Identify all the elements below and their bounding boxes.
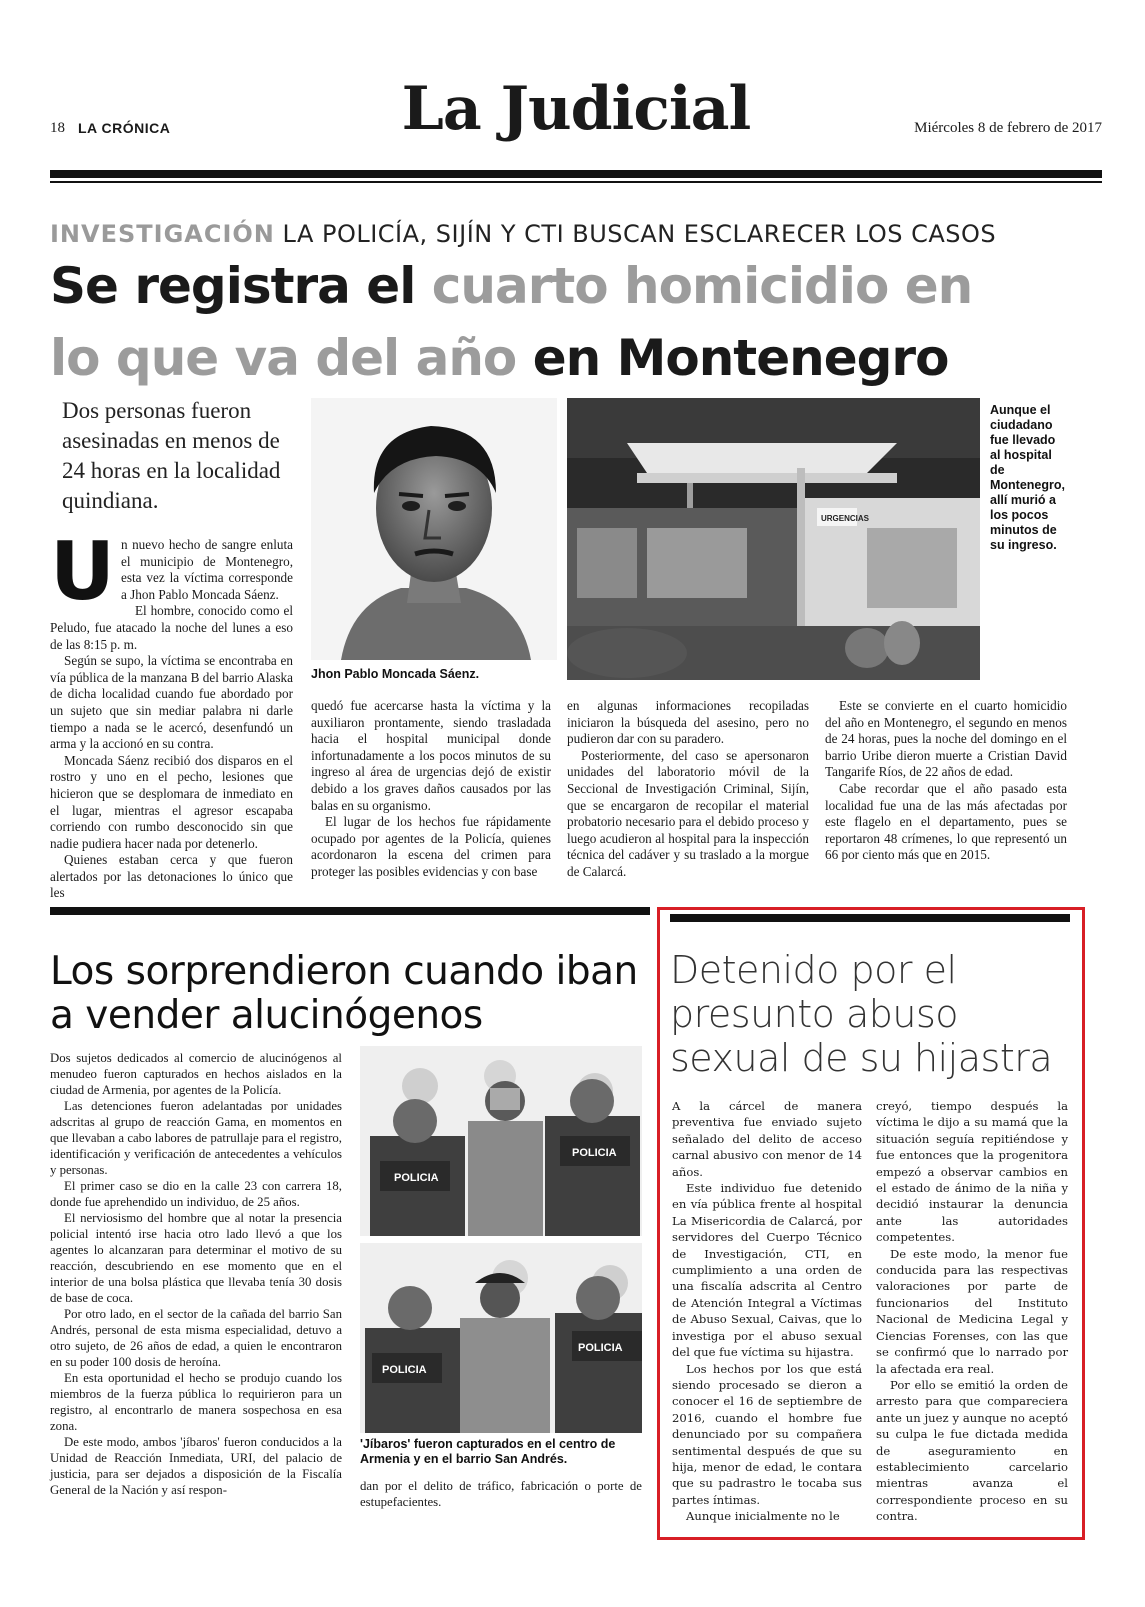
paragraph: Cabe recordar que el año pasado esta localidad fue una de las más afectadas por este flagelo en el departamento, pues se reportaron 48 crímenes, lo que representó un 66 por ciento más que en 2015. xyxy=(825,780,1067,863)
main-column-1 xyxy=(50,525,293,902)
publication-name: LA CRÓNICA xyxy=(78,120,171,136)
portrait-illustration xyxy=(311,398,557,660)
paragraph: en algunas informaciones recopiladas iniciaron la búsqueda del asesino, pero no pudieron dar con su paradero. xyxy=(567,698,809,747)
paragraph: dan por el delito de tráfico, fabricación o porte de estupefacientes. xyxy=(360,1479,642,1509)
main-column-4 xyxy=(825,698,1067,864)
masthead-rule-thin xyxy=(50,181,1102,183)
abuse-column-1 xyxy=(672,1098,862,1525)
paragraph: El lugar de los hechos fue rápidamente ocupado por agentes de la Policía, quienes acordonaron la escena del crimen para proteger las posibles evidencias y con base xyxy=(311,814,551,879)
hospital-caption: Aunque el ciudadano fue llevado al hospital de Montenegro, allí murió a los pocos minutos de su ingreso. xyxy=(990,403,1065,552)
paragraph: Moncada Sáenz recibió dos disparos en el rostro y uno en el pecho, lesiones que hicieron que se desplomara de inmediato en el lugar, mientras el agresor escapaba corriendo con rumbo desconocido sin que nadie pudiera hacer nada por detenerlo. xyxy=(50,752,293,851)
main-column-2 xyxy=(311,698,551,881)
drop-cap: U xyxy=(50,525,115,618)
drugs-headline: Los sorprendieron cuando iban a vender alucinógenos xyxy=(50,949,638,1038)
kicker-text: LA POLICÍA, SIJÍN Y CTI BUSCAN ESCLARECER LOS CASOS xyxy=(282,220,997,248)
hospital-illustration xyxy=(567,398,980,680)
paragraph: El nerviosismo del hombre que al notar la presencia policial intentó irse hacia otro lado llevó a que los agentes lo alcanzaran para determinar el motivo de su reacción, descubriendo en ese momento que en el interior de una bolsa plástica que llevaba tenía 30 dosis de base de coca. xyxy=(50,1211,342,1305)
arrest-illustration-1 xyxy=(360,1046,642,1236)
paragraph: Los hechos por los que está siendo procesado se dieron a conocer el 16 de septiembre de 2016, cuando el hombre fue denunciado por su compañera sentimental después de que su hija, menor de edad, le contara que su padrastro le tocaba sus partes íntimas. xyxy=(672,1361,862,1507)
paragraph: quedó fue acercarse hasta la víctima y la auxiliaron prontamente, siendo trasladada hacia el hospital municipal donde infortunadamente a los pocos minutos de su ingreso al área de urgencias dejó de existir debido a los graves daños causados por las balas en su organismo. xyxy=(311,698,551,813)
paragraph: De este modo, la menor fue conducida para las respectivas valoraciones por parte de funcionarios del Instituto Nacional de Medicina Legal y Ciencias Forenses, con las que se confirmó que lo narrado por la afectada era real. xyxy=(876,1246,1068,1376)
main-headline xyxy=(50,250,1110,394)
publication-date: Miércoles 8 de febrero de 2017 xyxy=(914,120,1102,136)
paragraph: creyó, tiempo después la víctima le dijo a su mamá que la situación seguía repitiéndose y fue entonces que la progenitora empezó a observar cambios en el estado de ánimo de la niña y decidió instaurar la denuncia ante las autoridades competentes. xyxy=(876,1099,1068,1245)
section-title: La Judicial xyxy=(401,74,751,144)
hospital-photo xyxy=(567,398,980,680)
paragraph: n nuevo hecho de sangre enluta el municipio de Montenegro, esta vez la víctima corresponde a Jhon Pablo Moncada Sáenz. xyxy=(120,537,293,602)
paragraph: A la cárcel de manera preventiva fue enviado sujeto señalado del delito de acceso carnal abusivo con menor de 14 años. xyxy=(672,1099,862,1179)
victim-portrait-photo xyxy=(311,398,557,660)
paragraph: Aunque inicialmente no le xyxy=(686,1509,840,1524)
paragraph: De este modo, ambos 'jíbaros' fueron conducidos a la Unidad de Reacción Inmediata, URI, del palacio de justicia, para ser dejados a disposición de la Fiscalía General de la Nación y así respon- xyxy=(50,1435,342,1497)
paragraph: El hombre, conocido como el Peludo, fue atacado la noche del lunes a eso de las 8:15 p. m. xyxy=(50,603,293,652)
kicker-label: INVESTIGACIÓN xyxy=(50,220,275,248)
vest-label: POLICIA xyxy=(394,1172,439,1184)
abuse-column-2 xyxy=(876,1098,1068,1525)
abuse-divider xyxy=(670,914,1070,922)
portrait-caption: Jhon Pablo Moncada Sáenz. xyxy=(311,667,480,681)
paragraph: Por ello se emitió la orden de arresto para que compareciera ante un juez y aunque no aceptó su culpa le fue dictada medida de aseguramiento en establecimiento carcelario mientras avanza el correspondiente proceso en su contra. xyxy=(876,1377,1068,1524)
main-deck: Dos personas fueron asesinadas en menos de 24 horas en la localidad quindiana. xyxy=(62,398,281,513)
headline-part-2: cuarto homicidio en xyxy=(431,257,973,315)
paragraph: El primer caso se dio en la calle 23 con carrera 18, donde fue aprehendido un individuo, de 25 años. xyxy=(50,1179,342,1209)
masthead xyxy=(50,70,1102,150)
section-divider xyxy=(50,907,650,915)
page-number: 18 xyxy=(50,120,65,136)
arrest-photo-1 xyxy=(360,1046,642,1236)
paragraph: Quienes estaban cerca y que fueron alertados por las detonaciones lo único que les xyxy=(50,852,293,901)
headline-part-4: en Montenegro xyxy=(516,329,949,387)
vest-label: POLICIA xyxy=(382,1364,427,1376)
arrest-photo-caption: 'Jíbaros' fueron capturados en el centro de Armenia y en el barrio San Andrés. xyxy=(360,1437,616,1466)
paragraph: Posteriormente, del caso se apersonaron unidades del laboratorio móvil de la Seccional de Investigación Criminal, Sijín, que se encargaron de recopilar el material probatorio necesario para el debido proceso y luego acudieron al hospital para la inspección técnica del cadáver y su traslado a la morgue de Calarcá. xyxy=(567,747,809,879)
main-column-3 xyxy=(567,698,809,881)
urgencias-sign: URGENCIAS xyxy=(821,514,870,523)
drugs-column-1 xyxy=(50,1050,342,1498)
arrest-illustration-2 xyxy=(360,1243,642,1433)
paragraph: En esta oportunidad el hecho se produjo cuando los miembros de la fuerza pública lo requirieron para un registro, al encontrarlo de manera sospechosa en esa zona. xyxy=(50,1371,342,1433)
paragraph: Por otro lado, en el sector de la cañada del barrio San Andrés, personal de esta misma especialidad, detuvo a otro sujeto, de 26 años de edad, a quien le encontraron en su poder 100 dosis de heroína. xyxy=(50,1307,342,1369)
masthead-rule xyxy=(50,170,1102,178)
drugs-column-2 xyxy=(360,1478,642,1510)
vest-label: POLICIA xyxy=(578,1342,623,1354)
headline-part-1: Se registra el xyxy=(50,257,432,315)
abuse-headline: Detenido por el presunto abuso sexual de su hijastra xyxy=(670,948,1053,1080)
paragraph: Dos sujetos dedicados al comercio de alucinógenos al menudeo fueron capturados en hechos aislados en la ciudad de Armenia, por agentes de la Policía. xyxy=(50,1051,342,1097)
headline-part-3: lo que va del año xyxy=(50,329,517,387)
paragraph: Las detenciones fueron adelantadas por unidades adscritas al grupo de reacción Gama, en momentos en que llevaban a cabo labores de patrullaje para el registro, identificación y verificación de antecedentes a vehículos y personas. xyxy=(50,1099,342,1177)
vest-label: POLICIA xyxy=(572,1147,617,1159)
paragraph: Este individuo fue detenido en vía pública frente al hospital La Misericordia de Calarcá, por servidores del Cuerpo Técnico de Investigación, CTI, en cumplimiento a una orden de una fiscalía adscrita al Centro de Atención Integral a Víctimas de Abuso Sexual, Caivas, que lo investiga por el abuso sexual del que fue víctima su hijastra. xyxy=(672,1181,862,1360)
kicker xyxy=(50,220,1102,248)
paragraph: Según se supo, la víctima se encontraba en vía pública de la manzana B del barrio Alaska de dicha localidad cuando fue abordado por un sujeto que sin mediar palabra ni darle tiempo a nada se le acercó, desenfundó un arma y la accionó en su contra. xyxy=(50,653,293,752)
arrest-photo-2 xyxy=(360,1243,642,1433)
paragraph: Este se convierte en el cuarto homicidio del año en Montenegro, el segundo en menos de 24 horas, pues la noche del domingo en el barrio Uribe dieron muerte a Cristian David Tangarife Ríos, de 22 años de edad. xyxy=(825,698,1067,780)
